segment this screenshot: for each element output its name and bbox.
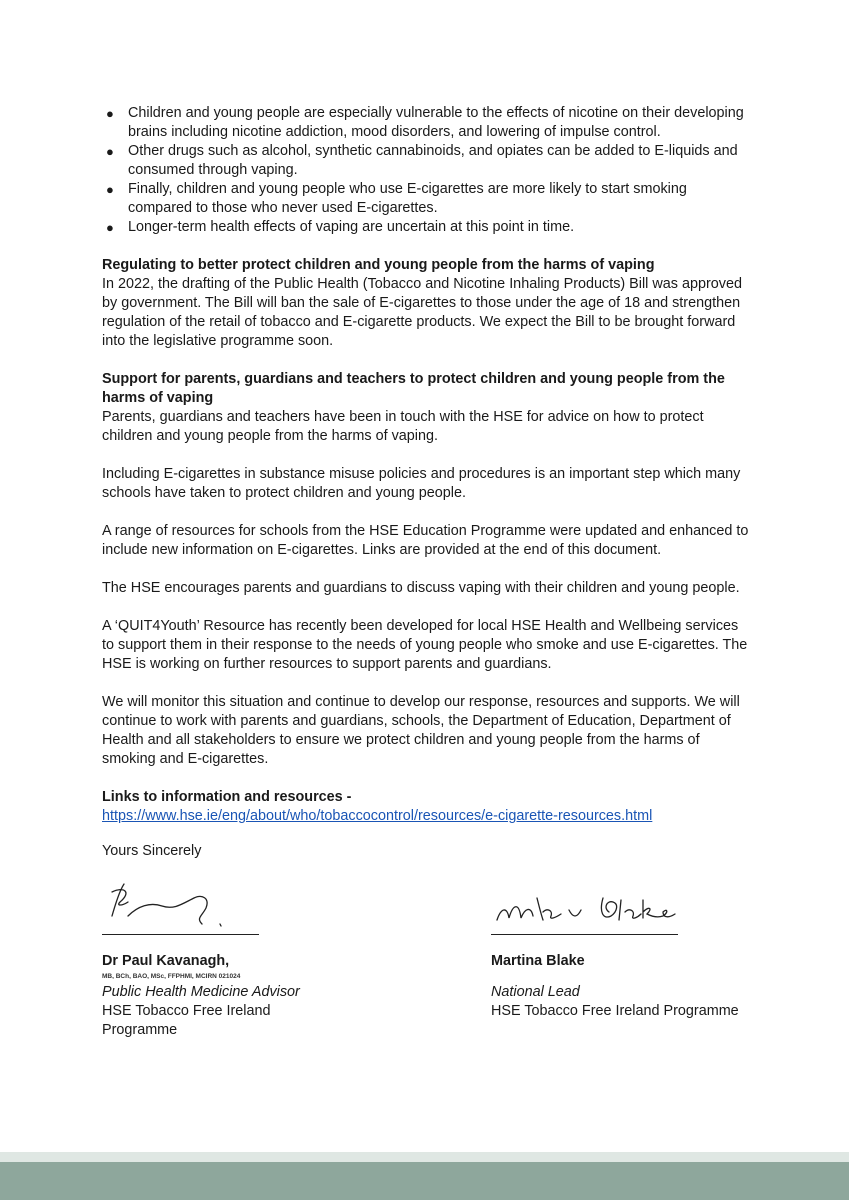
signature-blake-icon: [491, 872, 691, 932]
bullet-item: [102, 104, 752, 142]
bullet-text: Longer-term health effects of vaping are uncertain at this point in time.: [128, 219, 575, 235]
support-paragraph: The HSE encourages parents and guardians to discuss vaping with their children and young people.: [102, 580, 740, 596]
signatory-organisation: HSE Tobacco Free Ireland Programme: [491, 1003, 739, 1019]
bullet-text: Finally, children and young people who use E-cigarettes are more likely to start smoking compared to those who never used E-cigarettes.: [128, 181, 687, 216]
support-paragraph: Including E-cigarettes in substance misuse policies and procedures is an important step which many schools have taken to protect children and young people.: [102, 466, 741, 501]
links-section: [102, 788, 752, 826]
signatory-organisation: HSE Tobacco Free Ireland Programme: [102, 1003, 271, 1038]
support-heading: Support for parents, guardians and teachers to protect children and young people from the harms of vaping: [102, 371, 725, 406]
signatory-qualifications: MB, BCh, BAO, MSc, FFPHMI, MCIRN 021024: [102, 973, 241, 980]
regulating-section: [102, 256, 752, 351]
regulating-body: In 2022, the drafting of the Public Health (Tobacco and Nicotine Inhaling Products) Bill was approved by government. The Bill will ban the sale of E-cigarettes to those under the age of 18 and strengthen regulation of the retail of tobacco and E-cigarette products. We expect the Bill to be brought forward into the legislative programme soon.: [102, 276, 742, 349]
support-paragraph: We will monitor this situation and continue to develop our response, resources and supports. We will continue to work with parents and guardians, schools, the Department of Education, Department of Health and all stakeholders to ensure we protect children and young people from the harms of smoking and E-cigarettes.: [102, 694, 740, 767]
signatory-name: Martina Blake: [491, 953, 585, 969]
signature-block-right: [491, 872, 751, 1021]
signatory-role: National Lead: [491, 984, 580, 1000]
signature-block-left: [102, 872, 302, 1040]
signature-kavanagh-icon: [102, 872, 262, 932]
support-paragraph: A range of resources for schools from the HSE Education Programme were updated and enhanced to include new information on E-cigarettes. Links are provided at the end of this document.: [102, 523, 749, 558]
bullet-icon: ●: [106, 106, 114, 121]
signatory-role: Public Health Medicine Advisor: [102, 984, 300, 1000]
support-paragraph: A ‘QUIT4Youth’ Resource has recently been developed for local HSE Health and Wellbeing services to support them in their response to the needs of young people who smoke and use E-cigarettes. The HSE is working on further resources to support parents and guardians.: [102, 618, 748, 672]
signature-line: [491, 934, 678, 935]
resources-link[interactable]: https://www.hse.ie/eng/about/who/tobaccocontrol/resources/e-cigarette-resources.html: [102, 808, 653, 824]
regulating-heading: Regulating to better protect children and young people from the harms of vaping: [102, 257, 655, 273]
closing-text: Yours Sincerely: [102, 843, 202, 859]
bullet-text: Children and young people are especially vulnerable to the effects of nicotine on their developing brains including nicotine addiction, mood disorders, and lowering of impulse control.: [128, 105, 744, 140]
bullet-icon: ●: [106, 144, 114, 159]
signatory-name: Dr Paul Kavanagh,: [102, 953, 230, 969]
support-paragraph: Parents, guardians and teachers have been in touch with the HSE for advice on how to protect children and young people from the harms of vaping.: [102, 409, 704, 444]
bullet-text: Other drugs such as alcohol, synthetic cannabinoids, and opiates can be added to E-liquids and consumed through vaping.: [128, 143, 738, 178]
bullet-item: [102, 142, 752, 180]
letter-body: [102, 104, 752, 826]
bullet-item: [102, 218, 752, 237]
risk-bullet-list: [102, 104, 752, 237]
bullet-icon: ●: [106, 220, 114, 235]
signature-line: [102, 934, 259, 935]
bullet-icon: ●: [106, 182, 114, 197]
footer-band-highlight: [0, 1152, 849, 1162]
links-heading: Links to information and resources -: [102, 789, 352, 805]
bullet-item: [102, 180, 752, 218]
support-section: [102, 370, 752, 769]
